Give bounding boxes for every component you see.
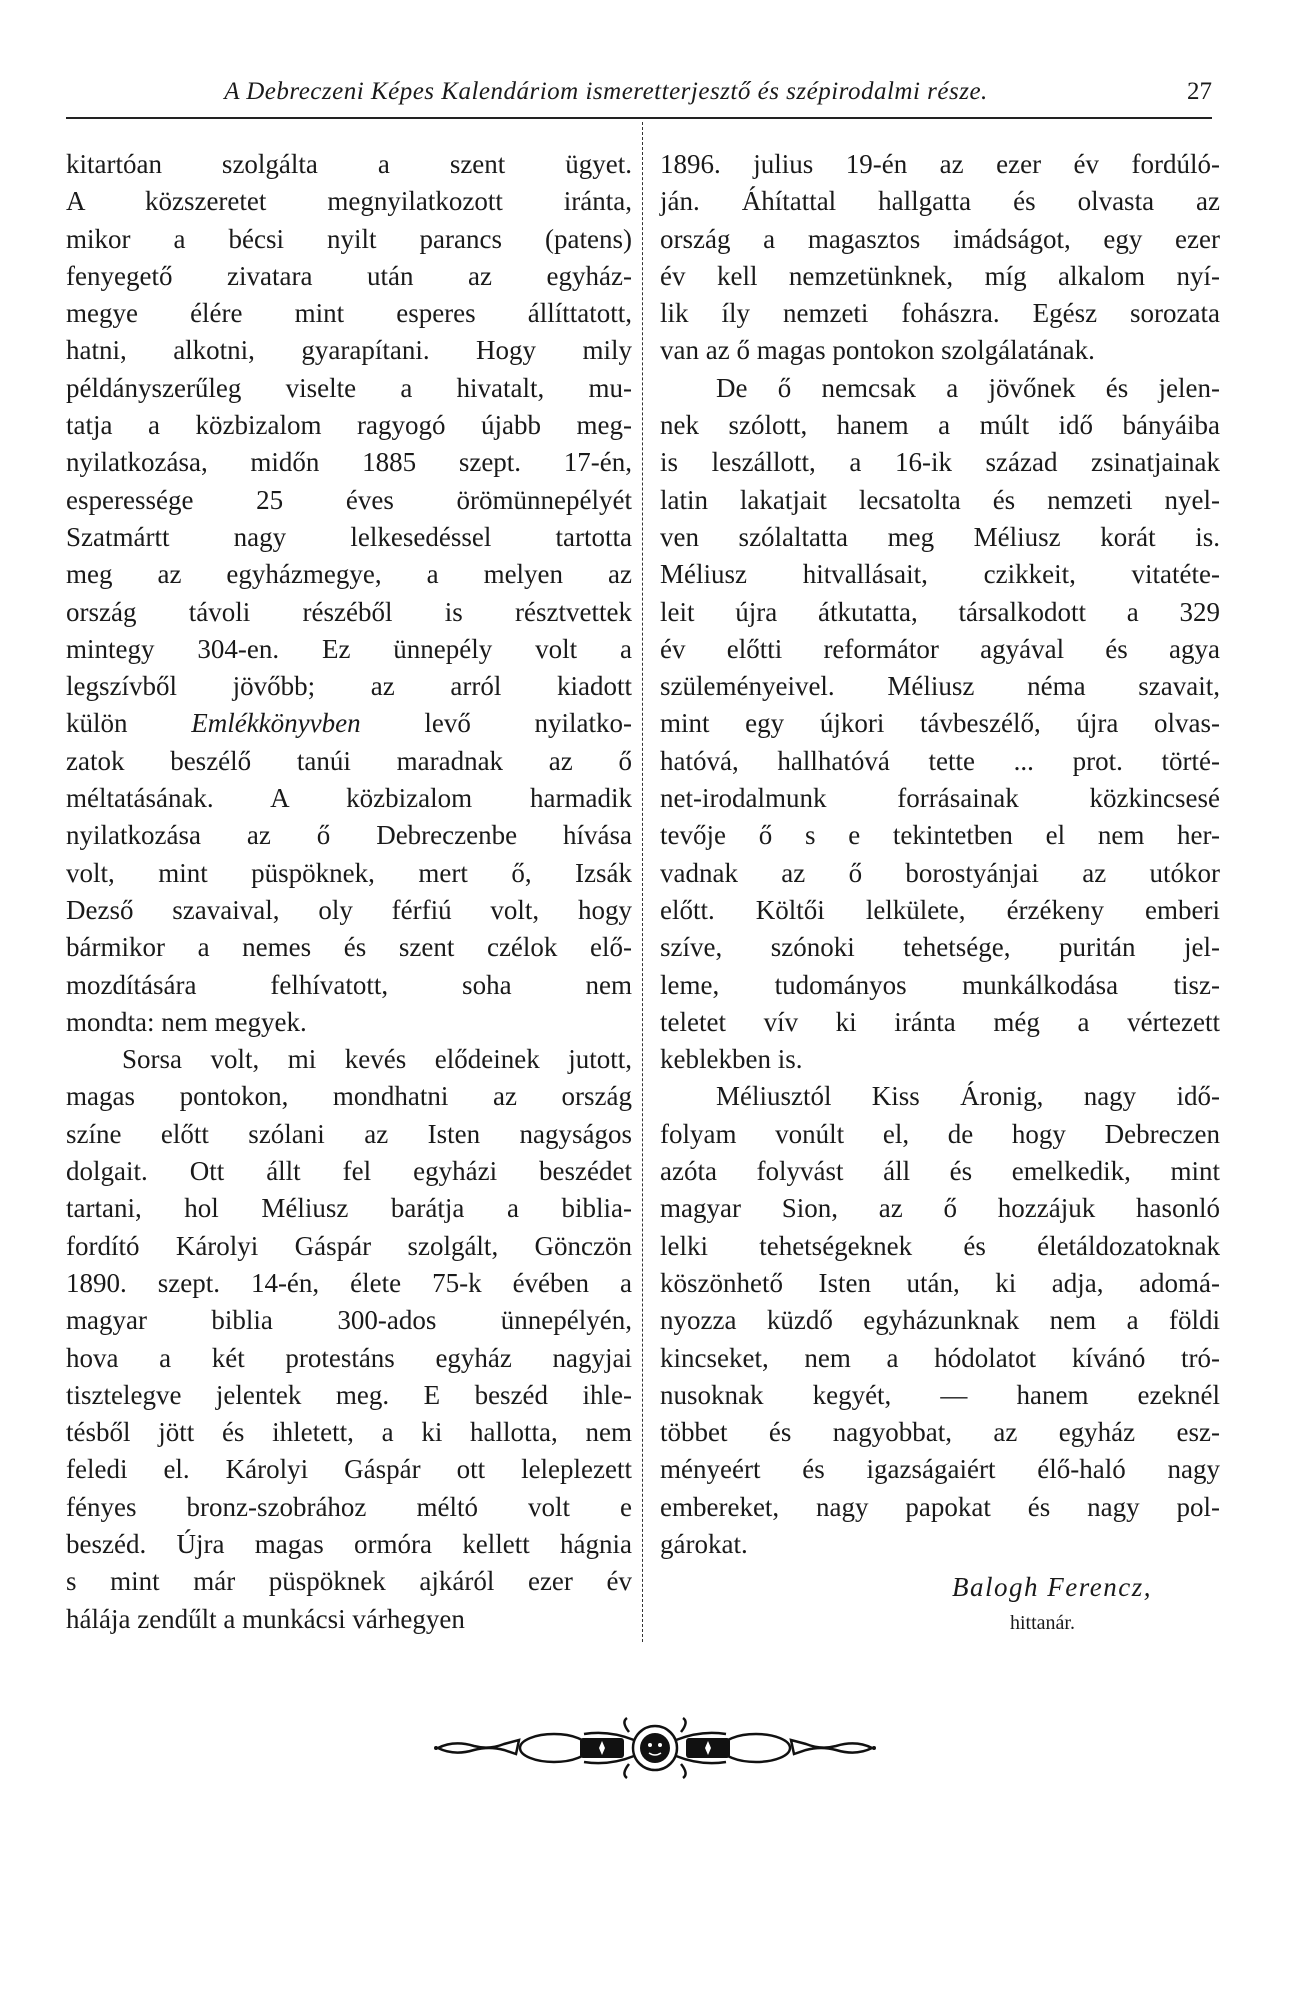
text-line: példányszerűleg viselte a hivatalt, mu-	[66, 372, 632, 403]
text-line: folyam vonúlt el, de hogy Debreczen	[660, 1118, 1220, 1149]
text-line: van az ő magas pontokon szolgálatának.	[660, 335, 1095, 366]
text-line: Sorsa volt, mi kevés elődeinek jutott,	[122, 1044, 632, 1075]
text-line: kitartóan szolgálta a szent ügyet.	[66, 149, 632, 179]
text-line: lelki tehetségeknek és életáldozatoknak	[660, 1230, 1220, 1261]
text-line: net-irodalmunk forrásainak közkincsesé	[660, 783, 1220, 814]
text-line: nusoknak kegyét, — hanem ezeknél	[660, 1379, 1220, 1410]
text-line: bármikor a nemes és szent czélok elő-	[66, 932, 632, 963]
text-line: év kell nemzetünknek, míg alkalom nyí-	[660, 260, 1220, 291]
text-line: fordító Károlyi Gáspár szolgált, Gönczön	[66, 1230, 632, 1261]
text-line: beszéd. Újra magas ormóra kellett hágnia	[66, 1528, 632, 1559]
text-line: magyar Sion, az ő hozzájuk hasonló	[660, 1193, 1220, 1224]
text-line: tatja a közbizalom ragyogó újabb meg-	[66, 410, 632, 441]
text-line: teletet vív ki iránta még a vértezett	[660, 1006, 1220, 1037]
text-line: év előtti reformátor agyával és agya	[660, 633, 1220, 664]
text-line: latin lakatjait lecsatolta és nemzeti nyel-	[660, 484, 1220, 515]
text-line: feledi el. Károlyi Gáspár ott leleplezett	[66, 1454, 632, 1485]
text-line: hova a két protestáns egyház nagyjai	[66, 1342, 632, 1373]
text-line: A közszeretet megnyilatkozott iránta,	[66, 186, 632, 217]
text-line: tisztelegve jelentek meg. E beszéd ihle-	[66, 1379, 632, 1410]
text-line: De ő nemcsak a jövőnek és jelen-	[716, 372, 1220, 403]
text-line: leme, tudományos munkálkodása tisz-	[660, 969, 1220, 1000]
text-line: volt, mint püspöknek, mert ő, Izsák	[66, 857, 632, 888]
right-column	[660, 146, 1220, 1563]
text-line: Méliusztól Kiss Áronig, nagy idő-	[716, 1081, 1220, 1112]
text-line: tartani, hol Méliusz barátja a biblia-	[66, 1193, 632, 1224]
text-line: nyilatkozása az ő Debreczenbe hívása	[66, 820, 632, 851]
text-line: ország a magasztos imádságot, egy ezer	[660, 223, 1220, 254]
text-line: 1896. julius 19-én az ezer év fordúló-	[660, 149, 1220, 179]
italic-book-title: Emlékkönyvben	[191, 708, 361, 739]
text-line: nyozza küzdő egyházunknak nem a földi	[660, 1305, 1220, 1336]
signature-title: hittanár.	[1010, 1612, 1075, 1634]
text-line: szüleményeivel. Méliusz néma szavait,	[660, 671, 1220, 702]
text-line: legszívből jövőbb; az arról kiadott	[66, 671, 632, 702]
text-line: ven szólaltatta meg Méliusz korát is.	[660, 521, 1220, 552]
text-line: megye élére mint esperes állíttatott,	[66, 298, 632, 329]
text-line: keblekben is.	[660, 1044, 803, 1075]
text-line: fényes bronz-szobrához méltó volt e	[66, 1491, 632, 1522]
text-line: meg az egyházmegye, a melyen az	[66, 559, 632, 590]
column-divider	[642, 122, 643, 1642]
text-line: méltatásának. A közbizalom harmadik	[66, 783, 632, 814]
page-number: 27	[1187, 78, 1212, 105]
text-line: kincseket, nem a hódolatot kívánó tró-	[660, 1342, 1220, 1373]
text-line: mintegy 304-en. Ez ünnepély volt a	[66, 633, 632, 664]
text-line: mint egy újkori távbeszélő, újra olvas-	[660, 708, 1220, 739]
text-line: köszönhető Isten után, ki adja, adomá-	[660, 1267, 1220, 1298]
header-rule	[66, 117, 1212, 119]
left-column	[66, 146, 632, 1638]
text-line: mikor a bécsi nyilt parancs (patens)	[66, 223, 632, 254]
text-line: esperessége 25 éves örömünnepélyét	[66, 484, 632, 515]
text-line: lik íly nemzeti fohászra. Egész sorozata	[660, 298, 1220, 329]
text-line: hatóvá, hallhatóvá tette ... prot. törté-	[660, 745, 1220, 776]
text-line: Szatmártt nagy lelkesedéssel tartotta	[66, 521, 632, 552]
text-line: vadnak az ő borostyánjai az utókor	[660, 857, 1220, 888]
text-line: dolgait. Ott állt fel egyházi beszédet	[66, 1156, 632, 1187]
text-line: gárokat.	[660, 1528, 748, 1559]
text-line: mondta: nem megyek.	[66, 1006, 307, 1037]
text-line: nyilatkozása, midőn 1885 szept. 17-én,	[66, 447, 632, 478]
decorative-vignette-icon	[434, 1710, 876, 1780]
text-line: is leszállott, a 16-ik század zsinatjainak	[660, 447, 1220, 478]
text-line: ményeért és igazságaiért élő-haló nagy	[660, 1454, 1220, 1485]
text-line: többet és nagyobbat, az egyház esz-	[660, 1417, 1220, 1448]
text-line: tésből jött és ihletett, a ki hallotta, nem	[66, 1417, 632, 1448]
text-line: magyar biblia 300-ados ünnepélyén,	[66, 1305, 632, 1336]
text-line: előtt. Költői lelkülete, érzékeny emberi	[660, 894, 1220, 925]
text-line: embereket, nagy papokat és nagy pol-	[660, 1491, 1220, 1522]
signature-name: Balogh Ferencz,	[952, 1572, 1152, 1602]
text-line: 1890. szept. 14-én, élete 75-k évében a	[66, 1267, 632, 1298]
running-header-title: A Debreczeni Képes Kalendáriom ismeretterjesztő és szépirodalmi része.	[224, 78, 988, 105]
text-line: színe előtt szólani az Isten nagyságos	[66, 1118, 632, 1149]
text-line: magas pontokon, mondhatni az ország	[66, 1081, 632, 1112]
text-line: nek szólott, hanem a múlt idő bányáiba	[660, 410, 1220, 441]
text-line: tevője ő s e tekintetben el nem her-	[660, 820, 1220, 851]
text-line: fenyegető zivatara után az egyház-	[66, 260, 632, 291]
text-line: ján. Áhítattal hallgatta és olvasta az	[660, 186, 1220, 217]
text-line: leit újra átkutatta, társalkodott a 329	[660, 596, 1220, 627]
text-line: Méliusz hitvallásait, czikkeit, vitatéte-	[660, 559, 1220, 590]
text-line: azóta folyvást áll és emelkedik, mint	[660, 1156, 1220, 1187]
text-line: mozdítására felhívatott, soha nem	[66, 969, 632, 1000]
text-line: ország távoli részéből is résztvettek	[66, 596, 632, 627]
text-line: Dezső szavaival, oly férfiú volt, hogy	[66, 894, 632, 925]
text-line: szíve, szónoki tehetsége, puritán jel-	[660, 932, 1220, 963]
text-line: hálája zendűlt a munkácsi várhegyen	[66, 1603, 465, 1634]
text-line: külön Emlékkönyvben levő nyilatko-	[66, 708, 632, 739]
text-line: zatok beszélő tanúi maradnak az ő	[66, 745, 632, 776]
text-line: hatni, alkotni, gyarapítani. Hogy mily	[66, 335, 632, 366]
text-line: s mint már püspöknek ajkáról ezer év	[66, 1566, 632, 1597]
